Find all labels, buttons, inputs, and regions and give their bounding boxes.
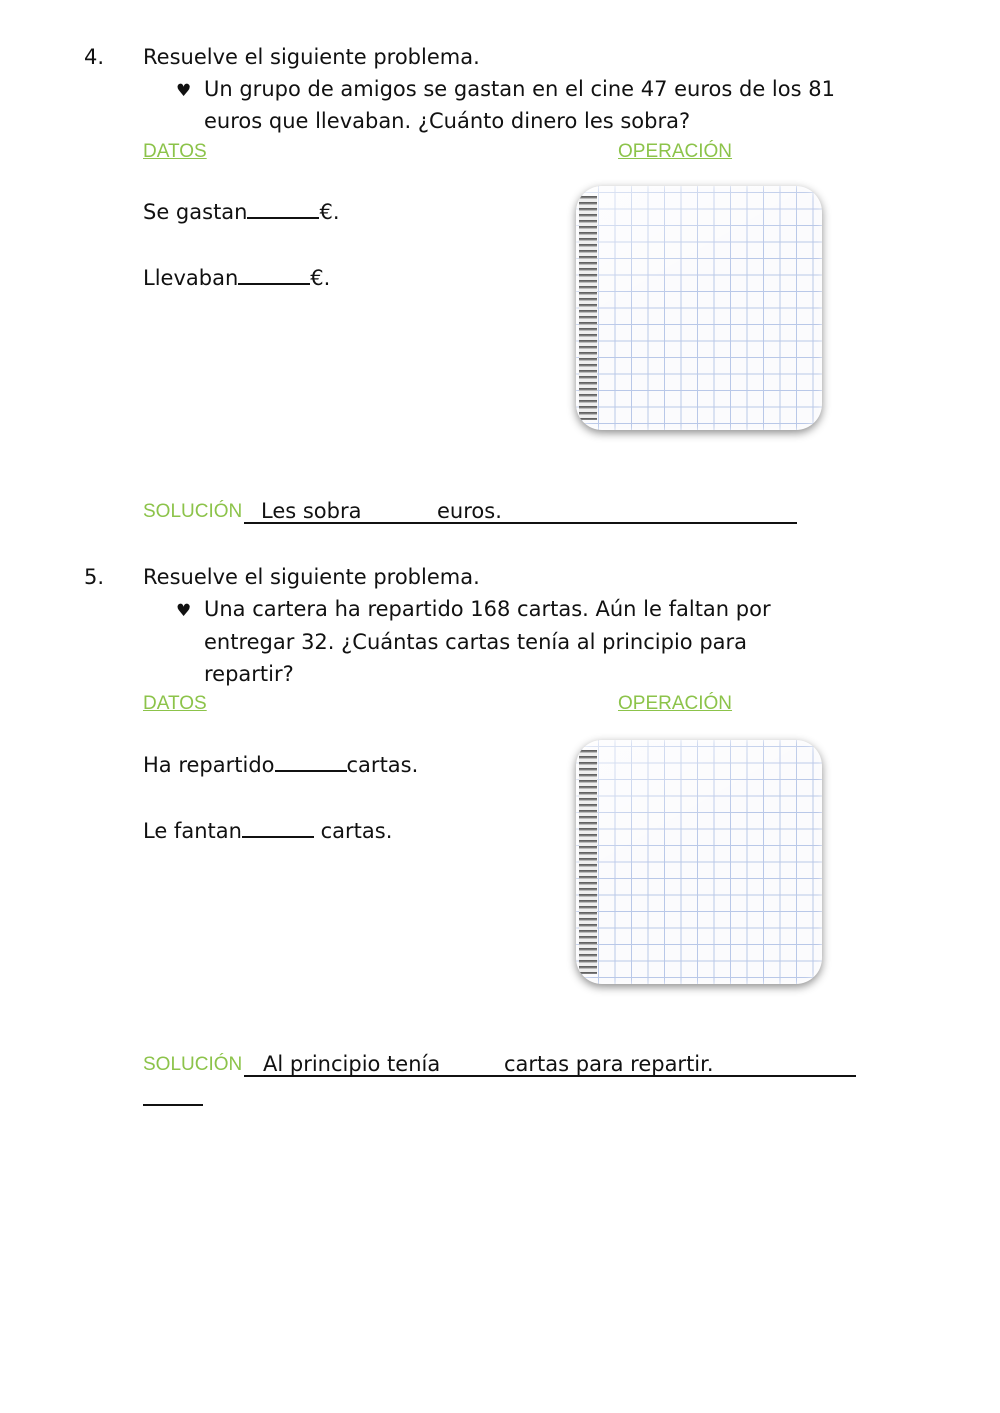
question-line: repartir? [204, 662, 294, 686]
solution-text: Al principio tenía [263, 1052, 441, 1076]
question-line: euros que llevaban. ¿Cuánto dinero les sobra? [204, 109, 691, 133]
datos-heading: DATOS [143, 693, 207, 714]
question-line: Una cartera ha repartido 168 cartas. Aún le faltan por [204, 597, 771, 621]
solucion-label: SOLUCIÓN [143, 1054, 243, 1075]
answer-blank[interactable] [242, 820, 314, 838]
datos-line: Llevaban €. [143, 266, 331, 290]
operacion-heading: OPERACIÓN [618, 693, 733, 714]
answer-blank[interactable] [275, 754, 347, 772]
operacion-heading: OPERACIÓN [618, 141, 733, 162]
grid-notebook-image[interactable] [576, 740, 822, 984]
solution-text: cartas para repartir. [504, 1052, 714, 1076]
spiral-binding [579, 750, 601, 974]
answer-blank[interactable] [247, 201, 319, 219]
grid-notebook-image[interactable] [576, 186, 822, 430]
instruction: Resuelve el siguiente problema. [143, 45, 480, 69]
datos-heading: DATOS [143, 141, 207, 162]
datos-line: Le fantan cartas. [143, 819, 393, 843]
heart-bullet-icon: ♥ [176, 601, 192, 621]
datos-line: Se gastan €. [143, 200, 340, 224]
solution-text: euros. [437, 499, 502, 523]
heart-bullet-icon: ♥ [176, 81, 192, 101]
problem-number: 4. [84, 45, 105, 69]
datos-line: Ha repartido cartas. [143, 753, 419, 777]
instruction: Resuelve el siguiente problema. [143, 565, 480, 589]
solution-line-continuation[interactable] [143, 1104, 203, 1106]
solution-text: Les sobra [261, 499, 362, 523]
solucion-label: SOLUCIÓN [143, 501, 243, 522]
answer-blank[interactable] [238, 267, 310, 285]
question-line: entregar 32. ¿Cuántas cartas tenía al principio para [204, 630, 748, 654]
question-line: Un grupo de amigos se gastan en el cine 47 euros de los 81 [204, 77, 835, 101]
problem-number: 5. [84, 565, 105, 589]
spiral-binding [579, 196, 601, 420]
